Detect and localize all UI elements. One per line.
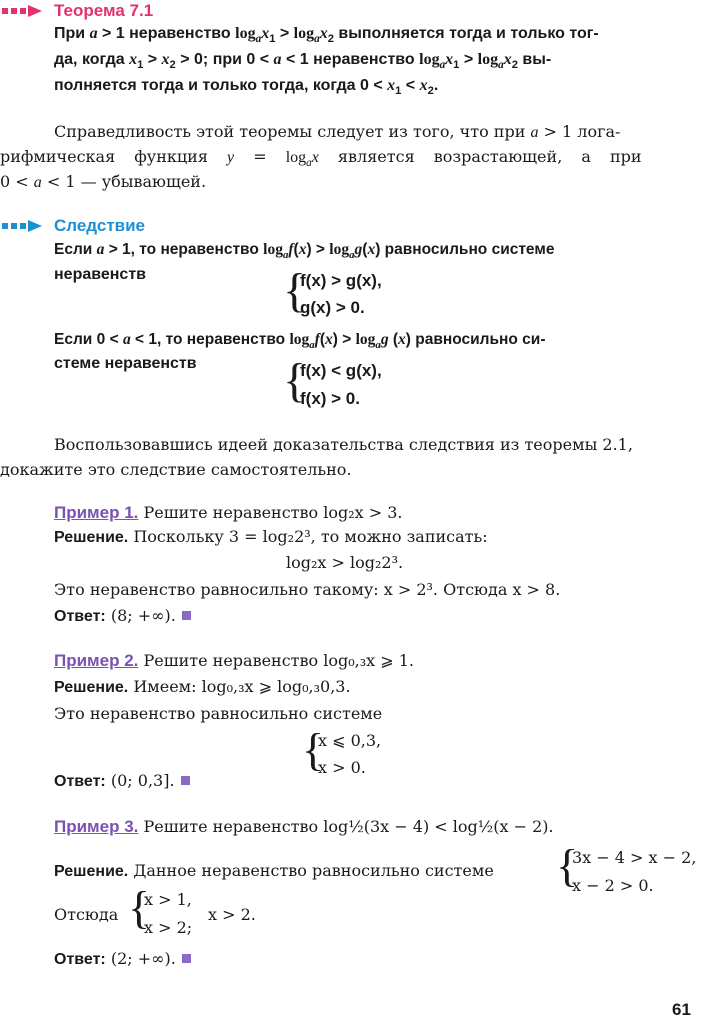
example-3-answer-row [54,946,191,971]
corollary-arrow-icon [0,218,50,234]
exercise-line-1: Воспользовавшись идеей доказательства следствия из теоремы 2.1, [54,435,633,454]
end-of-proof-square-icon [182,954,191,963]
corollary-case2-sys2: f(x) > 0. [300,389,360,408]
example-3-solution-row [54,858,494,883]
proof-line-1: Справедливость этой теоремы следует из того, что при a > 1 лога- [54,122,621,141]
example-2-answer: (0; 0,3]. [110,771,175,790]
example-2-answer-row [54,768,190,793]
example-3-solution-label: Решение. [54,863,129,880]
system-brace-1: { [283,264,307,317]
system-brace-2: { [283,354,307,407]
end-of-proof-square-icon [181,776,190,785]
example-1-label[interactable]: Пример 1. [54,503,139,522]
corollary-case2-sys1: f(x) < g(x), [300,361,382,380]
example-2-conclusion: Это неравенство равносильно системе [54,704,383,723]
example-3-answer-label: Ответ: [54,951,106,968]
example-2-row [54,648,414,673]
exercise-line-2: докажите это следствие самостоятельно. [0,460,352,479]
example-2-task: Решите неравенство log₀,₃x ⩾ 1. [143,651,415,670]
example-3-result: x > 2. [208,905,256,924]
example-3-sys4: x > 2; [144,918,193,937]
end-of-proof-square-icon [182,611,191,620]
example-1-answer-row [54,603,191,628]
corollary-case1-line1: Если a > 1, то неравенство $\log_af(x) > \log_ag(x)$ равносильно системе [54,241,555,262]
example-2-sys2: x > 0. [318,758,366,777]
theorem-line-2: да, когда $x_1 > x_2 > 0$; при 0 < a < 1 неравенство $\log_ax_1 > \log_ax_2$ вы- [54,51,552,72]
system-brace-4: { [556,840,579,891]
proof-line-3: 0 < a < 1 — убывающей. [0,172,207,191]
system-brace-3: { [302,724,325,775]
example-3-label[interactable]: Пример 3. [54,817,139,836]
example-1-solution: Поскольку 3 = log₂2³, то можно записать: [133,527,488,546]
example-1-conclusion: Это неравенство равносильно такому: x > 2³. Отсюда x > 8. [54,580,561,599]
example-3-solution: Данное неравенство равносильно системе [133,861,494,880]
example-3-sys3: x > 1, [144,890,192,909]
example-2-answer-label: Ответ: [54,773,106,790]
corollary-case1-line2: неравенств [54,266,146,283]
corollary-case1-sys1: f(x) > g(x), [300,271,382,290]
example-3-row [54,814,554,839]
example-1-task: Решите неравенство log₂x > 3. [143,503,403,522]
example-2-solution-row [54,674,351,699]
example-3-task: Решите неравенство log½(3x − 4) < log½(x − 2). [143,817,554,836]
theorem-title: Теорема 7.1 [54,1,154,20]
example-1-solution-row [54,524,488,549]
example-3-answer: (2; +∞). [110,949,176,968]
page-number: 61 [672,1000,691,1019]
corollary-title: Следствие [54,216,146,235]
example-1-row [54,500,403,525]
proof-line-2: рифмическая функция $y = \log_ax$ является возрастающей, а при [0,147,642,170]
example-1-solution-label: Решение. [54,529,129,546]
theorem-line-1: При a > 1 неравенство $\log_ax_1 > \log_ax_2$ выполняется тогда и только тог- [54,25,599,46]
theorem-line-3: полняется тогда и только тогда, когда $0 < x_1 < x_2$. [54,77,439,98]
example-1-formula: log₂x > log₂2³. [286,553,404,572]
example-1-answer: (8; +∞). [110,606,176,625]
corollary-case1-sys2: g(x) > 0. [300,298,365,317]
example-3-sys1: 3x − 4 > x − 2, [572,848,697,867]
theorem-arrow-icon [0,3,50,19]
example-2-sys1: x ⩽ 0,3, [318,731,382,750]
example-1-answer-label: Ответ: [54,608,106,625]
example-3-sys2: x − 2 > 0. [572,876,654,895]
corollary-case2-line1: Если 0 < a < 1, то неравенство $\log_af(x) > \log_ag$ (x) равносильно си- [54,331,546,352]
example-2-solution-label: Решение. [54,679,129,696]
system-brace-5: { [128,882,151,933]
corollary-case2-line2: стеме неравенств [54,355,197,372]
example-3-hence: Отсюда [54,905,119,924]
example-2-label[interactable]: Пример 2. [54,651,139,670]
example-2-solution: Имеем: log₀,₃x ⩾ log₀,₃0,3. [133,677,351,696]
